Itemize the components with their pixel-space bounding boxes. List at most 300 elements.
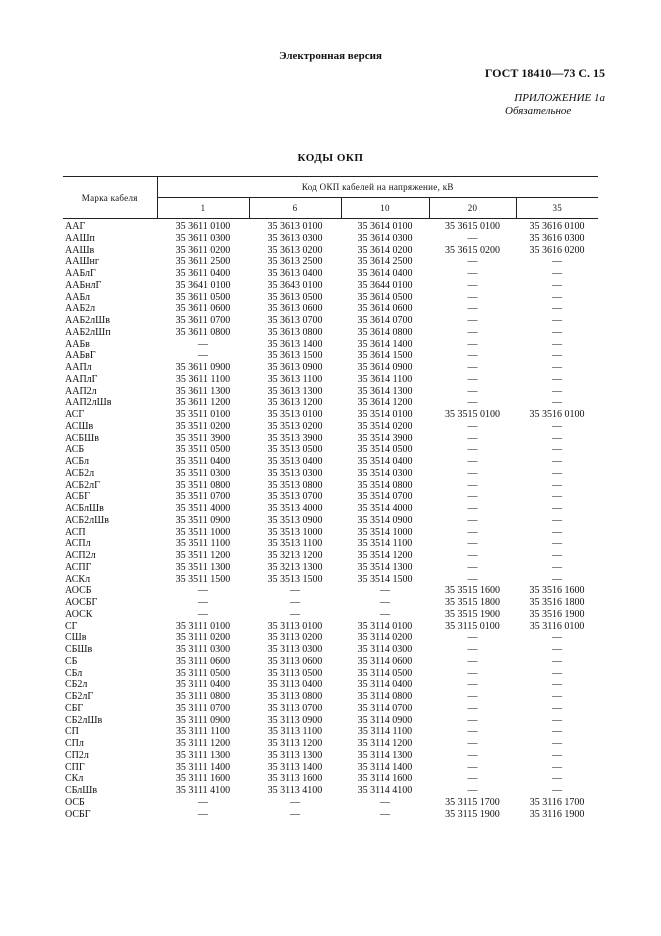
code-35kv-cell: — xyxy=(552,573,563,585)
code-6kv-cell: 35 3613 0900 xyxy=(267,362,323,373)
code-6kv-cell: 35 3113 1400 xyxy=(267,761,323,773)
code-10kv-cell: 35 3514 0300 xyxy=(357,467,413,479)
code-1kv-cell: 35 3611 1100 xyxy=(175,373,231,385)
table-row xyxy=(63,280,598,292)
code-20kv-cell: — xyxy=(467,397,478,409)
code-1kv-cell: 35 3511 3900 xyxy=(175,432,231,444)
cable-brand-cell: АСБШв xyxy=(65,432,99,444)
code-20kv-cell: — xyxy=(467,491,478,503)
table-row xyxy=(63,433,598,445)
table-row xyxy=(63,315,598,327)
code-35kv-cell: — xyxy=(552,315,563,326)
code-6kv-cell: 35 3613 0500 xyxy=(267,291,323,303)
code-20kv-cell: 35 3515 0100 xyxy=(445,409,500,420)
code-35kv-cell: — xyxy=(552,503,563,514)
cable-brand-cell: СБГ xyxy=(65,702,84,714)
code-20kv-cell: — xyxy=(467,514,478,526)
code-6kv-cell: 35 3113 0900 xyxy=(267,714,323,726)
code-20kv-cell: 35 3515 1900 xyxy=(445,608,500,620)
code-35kv-cell: — xyxy=(552,632,563,644)
code-20kv-cell: 35 3115 0100 xyxy=(445,620,500,632)
code-35kv-cell: — xyxy=(552,350,563,362)
code-1kv-cell: — xyxy=(198,350,208,362)
code-1kv-cell: 35 3511 0300 xyxy=(175,467,231,479)
code-10kv-cell: 35 3114 4100 xyxy=(357,785,413,796)
cable-brand-cell: ААБл xyxy=(65,291,91,303)
code-10kv-cell: 35 3514 4000 xyxy=(357,503,413,514)
code-20kv-cell: — xyxy=(467,538,478,550)
code-35kv-cell: — xyxy=(552,385,563,397)
code-35kv-cell: 35 3516 0100 xyxy=(529,409,585,420)
table-row xyxy=(63,585,598,597)
code-1kv-cell: 35 3111 4100 xyxy=(175,785,231,796)
code-1kv-cell: — xyxy=(198,338,208,350)
code-1kv-cell: 35 3111 1200 xyxy=(175,738,231,749)
code-1kv-cell: — xyxy=(198,597,208,608)
code-35kv-cell: 35 3616 0300 xyxy=(529,232,585,244)
table-row xyxy=(63,374,598,386)
code-35kv-cell: — xyxy=(552,397,563,409)
code-35kv-cell: — xyxy=(552,667,563,679)
table-row xyxy=(63,219,598,233)
code-35kv-cell: — xyxy=(552,362,563,373)
code-10kv-cell: 35 3514 0100 xyxy=(357,409,413,420)
table-row xyxy=(63,726,598,738)
cable-brand-cell: СБШв xyxy=(65,644,93,655)
code-35kv-cell: — xyxy=(552,456,563,467)
code-20kv-cell: — xyxy=(467,702,478,714)
code-10kv-cell: 35 3614 1100 xyxy=(357,373,413,385)
table-row xyxy=(63,621,598,633)
code-6kv-cell: 35 3113 0300 xyxy=(267,644,323,655)
code-35kv-cell: — xyxy=(552,467,563,479)
code-10kv-cell: 35 3514 3900 xyxy=(357,432,413,444)
cable-brand-cell: СБ2л xyxy=(65,679,88,691)
code-10kv-cell: 35 3614 0700 xyxy=(357,315,413,326)
code-20kv-cell: — xyxy=(467,785,478,796)
cable-brand-cell: АСБ xyxy=(65,444,85,456)
table-row xyxy=(63,656,598,668)
code-35kv-cell: — xyxy=(552,303,563,315)
code-6kv-cell: 35 3613 0300 xyxy=(267,232,323,244)
voltage-header-35kv: 35 xyxy=(516,198,598,219)
table-row xyxy=(63,738,598,750)
cable-brand-cell: ААБв xyxy=(65,338,90,350)
table-row xyxy=(63,562,598,574)
code-35kv-cell: — xyxy=(552,432,563,444)
code-10kv-cell: 35 3114 0200 xyxy=(357,632,413,644)
table-row xyxy=(63,609,598,621)
code-20kv-cell: — xyxy=(467,350,478,362)
cable-brand-cell: АСП2л xyxy=(65,550,96,561)
code-1kv-cell: 35 3511 4000 xyxy=(175,503,231,514)
cable-brand-cell: АСБ2л xyxy=(65,467,95,479)
table-row xyxy=(63,527,598,539)
cable-brand-cell: АОСБ xyxy=(65,585,92,597)
code-10kv-cell: — xyxy=(380,808,390,820)
cable-brand-cell: СП xyxy=(65,726,79,738)
code-20kv-cell: — xyxy=(467,691,478,702)
cable-brand-cell: СПГ xyxy=(65,761,85,773)
table-row xyxy=(63,644,598,656)
code-20kv-cell: — xyxy=(467,667,478,679)
code-35kv-cell: — xyxy=(552,373,563,385)
table-row xyxy=(63,703,598,715)
code-35kv-cell: — xyxy=(552,279,563,291)
mandatory-label: Обязательное xyxy=(505,105,572,117)
code-6kv-cell: 35 3513 3900 xyxy=(267,432,323,444)
code-6kv-cell: 35 3513 0800 xyxy=(267,479,323,491)
code-20kv-cell: — xyxy=(467,526,478,538)
code-35kv-cell: — xyxy=(552,550,563,561)
table-row xyxy=(63,480,598,492)
table-row xyxy=(63,491,598,503)
code-6kv-cell: 35 3113 1300 xyxy=(267,749,323,761)
code-6kv-cell: — xyxy=(290,585,300,597)
code-20kv-cell: — xyxy=(467,644,478,655)
code-20kv-cell: — xyxy=(467,232,478,244)
code-35kv-cell: — xyxy=(552,526,563,538)
code-6kv-cell: 35 3213 1300 xyxy=(267,561,323,573)
code-20kv-cell: — xyxy=(467,561,478,573)
code-6kv-cell: 35 3613 0400 xyxy=(267,268,323,279)
cable-brand-cell: ААБ2лШв xyxy=(65,315,110,326)
code-6kv-cell: — xyxy=(290,808,300,820)
cable-brand-cell: АСБГ xyxy=(65,491,90,503)
cable-brand-cell: ААБвГ xyxy=(65,350,96,362)
cable-brand-cell: АСКл xyxy=(65,573,91,585)
code-6kv-cell: 35 3613 1400 xyxy=(267,338,323,350)
code-1kv-cell: — xyxy=(198,585,208,597)
code-1kv-cell: — xyxy=(198,608,208,620)
cable-brand-cell: СБ xyxy=(65,655,78,667)
code-35kv-cell: — xyxy=(552,479,563,491)
code-1kv-cell: — xyxy=(198,808,208,820)
code-20kv-cell: — xyxy=(467,279,478,291)
code-6kv-cell: 35 3113 0700 xyxy=(267,702,323,714)
table-row xyxy=(63,597,598,609)
voltage-header-10kv: 10 xyxy=(341,198,429,219)
cable-brand-cell: АОСК xyxy=(65,608,93,620)
code-35kv-cell: — xyxy=(552,268,563,279)
code-6kv-cell: 35 3513 1500 xyxy=(267,573,323,585)
code-1kv-cell: 35 3111 0900 xyxy=(175,714,231,726)
cable-brand-cell: ААБлГ xyxy=(65,268,96,279)
codes-table-body xyxy=(63,219,598,821)
code-6kv-cell: — xyxy=(290,796,300,808)
code-20kv-cell: — xyxy=(467,420,478,432)
code-1kv-cell: 35 3111 1400 xyxy=(175,761,231,773)
table-row xyxy=(63,538,598,550)
code-20kv-cell: — xyxy=(467,338,478,350)
code-6kv-cell: 35 3213 1200 xyxy=(267,550,323,561)
code-10kv-cell: 35 3514 0500 xyxy=(357,444,413,456)
cable-brand-cell: АСПГ xyxy=(65,561,92,573)
code-10kv-cell: 35 3614 0800 xyxy=(357,326,413,338)
table-row xyxy=(63,268,598,280)
code-10kv-cell: 35 3114 1100 xyxy=(357,726,413,738)
code-1kv-cell: 35 3111 0600 xyxy=(175,655,231,667)
code-10kv-cell: 35 3614 1500 xyxy=(357,350,413,362)
cable-brand-cell: ААБ2л xyxy=(65,303,96,315)
cable-brand-cell: СПл xyxy=(65,738,84,749)
code-35kv-cell: — xyxy=(552,291,563,303)
code-1kv-cell: 35 3111 0800 xyxy=(175,691,231,702)
code-20kv-cell: — xyxy=(467,632,478,644)
code-10kv-cell: 35 3614 0500 xyxy=(357,291,413,303)
voltage-header-20kv: 20 xyxy=(429,198,516,219)
code-10kv-cell: 35 3514 1300 xyxy=(357,561,413,573)
table-row xyxy=(63,632,598,644)
code-20kv-cell: — xyxy=(467,749,478,761)
cable-brand-cell: АСШв xyxy=(65,420,94,432)
cable-brand-cell: ААБнлГ xyxy=(65,279,102,291)
code-1kv-cell: 35 3611 0500 xyxy=(175,291,231,303)
table-row xyxy=(63,715,598,727)
code-10kv-cell: 35 3114 0300 xyxy=(357,644,413,655)
code-20kv-cell: 35 3515 1600 xyxy=(445,585,500,597)
gost-page-reference: ГОСТ 18410—73 С. 15 xyxy=(484,66,605,80)
cable-brand-cell: СБл xyxy=(65,667,83,679)
code-1kv-cell: 35 3511 1500 xyxy=(175,573,231,585)
code-10kv-cell: 35 3514 1200 xyxy=(357,550,413,561)
cable-brand-cell: СБлШв xyxy=(65,785,98,796)
table-row xyxy=(63,256,598,268)
code-35kv-cell: — xyxy=(552,561,563,573)
code-6kv-cell: 35 3113 1100 xyxy=(267,726,323,738)
code-10kv-cell: 35 3614 1300 xyxy=(357,385,413,397)
code-6kv-cell: 35 3513 0300 xyxy=(267,467,323,479)
code-20kv-cell: — xyxy=(467,479,478,491)
code-6kv-cell: 35 3113 0200 xyxy=(267,632,323,644)
cable-brand-cell: АСГ xyxy=(65,409,85,420)
code-1kv-cell: — xyxy=(198,796,208,808)
table-row xyxy=(63,691,598,703)
cable-brand-cell: ААШнг xyxy=(65,256,99,268)
code-35kv-cell: 35 3116 0100 xyxy=(529,620,585,632)
code-10kv-cell: 35 3514 0900 xyxy=(357,514,413,526)
code-35kv-cell: — xyxy=(552,491,563,503)
code-10kv-cell: 35 3614 1200 xyxy=(357,397,413,409)
code-1kv-cell: 35 3611 2500 xyxy=(175,256,231,268)
brand-column-header: Марка кабеля xyxy=(63,177,157,219)
code-1kv-cell: 35 3611 0100 xyxy=(175,221,231,232)
code-6kv-cell: 35 3513 0200 xyxy=(267,420,323,432)
code-20kv-cell: — xyxy=(467,738,478,749)
cable-brand-cell: ОСБ xyxy=(65,796,85,808)
cable-brand-cell: ААПлГ xyxy=(65,373,98,385)
code-1kv-cell: 35 3511 1000 xyxy=(175,526,231,538)
cable-brand-cell: СБ2лШв xyxy=(65,714,103,726)
code-10kv-cell: — xyxy=(380,796,390,808)
voltage-header-1kv: 1 xyxy=(157,198,249,219)
table-row xyxy=(63,773,598,785)
code-6kv-cell: 35 3613 0800 xyxy=(267,326,323,338)
code-6kv-cell: — xyxy=(290,608,300,620)
code-20kv-cell: — xyxy=(467,714,478,726)
code-20kv-cell: — xyxy=(467,268,478,279)
code-35kv-cell: — xyxy=(552,444,563,456)
appendix-label: ПРИЛОЖЕНИЕ 1а xyxy=(514,92,605,104)
cable-brand-cell: ААП2лШв xyxy=(65,397,112,409)
table-row xyxy=(63,679,598,691)
code-35kv-cell: — xyxy=(552,256,563,268)
code-35kv-cell: — xyxy=(552,538,563,550)
table-row xyxy=(63,409,598,421)
code-6kv-cell: 35 3113 0400 xyxy=(267,679,323,691)
table-row xyxy=(63,468,598,480)
code-1kv-cell: 35 3111 0400 xyxy=(175,679,231,691)
code-1kv-cell: 35 3111 1300 xyxy=(175,749,231,761)
cable-brand-cell: ААПл xyxy=(65,362,92,373)
code-35kv-cell: 35 3516 1800 xyxy=(529,597,585,608)
code-6kv-cell: 35 3513 0100 xyxy=(267,409,323,420)
code-35kv-cell: — xyxy=(552,655,563,667)
code-35kv-cell: — xyxy=(552,420,563,432)
table-row xyxy=(63,386,598,398)
code-10kv-cell: 35 3514 1100 xyxy=(357,538,413,550)
code-6kv-cell: 35 3613 0600 xyxy=(267,303,323,315)
code-10kv-cell: 35 3614 0300 xyxy=(357,232,413,244)
code-10kv-cell: 35 3514 1500 xyxy=(357,573,413,585)
code-1kv-cell: 35 3111 1600 xyxy=(175,773,231,785)
code-10kv-cell: 35 3514 1000 xyxy=(357,526,413,538)
code-20kv-cell: — xyxy=(467,761,478,773)
code-1kv-cell: 35 3611 0700 xyxy=(175,315,231,326)
code-20kv-cell: — xyxy=(467,373,478,385)
code-35kv-cell: — xyxy=(552,326,563,338)
table-row xyxy=(63,750,598,762)
code-6kv-cell: 35 3113 0500 xyxy=(267,667,323,679)
cable-brand-cell: АСПл xyxy=(65,538,91,550)
code-35kv-cell: — xyxy=(552,761,563,773)
code-20kv-cell: — xyxy=(467,456,478,467)
code-20kv-cell: — xyxy=(467,573,478,585)
cable-brand-cell: АСБ2лШв xyxy=(65,514,109,526)
code-35kv-cell: 35 3116 1700 xyxy=(529,796,585,808)
code-35kv-cell: 35 3516 1900 xyxy=(529,608,585,620)
code-35kv-cell: — xyxy=(552,714,563,726)
table-row xyxy=(63,350,598,362)
table-row xyxy=(63,421,598,433)
cable-brand-cell: СГ xyxy=(65,620,78,632)
code-1kv-cell: 35 3511 1100 xyxy=(175,538,231,550)
code-10kv-cell: 35 3114 0800 xyxy=(357,691,413,702)
code-6kv-cell: 35 3513 0400 xyxy=(267,456,323,467)
code-10kv-cell: 35 3614 2500 xyxy=(357,256,413,268)
code-1kv-cell: 35 3511 0200 xyxy=(175,420,231,432)
code-10kv-cell: 35 3514 0200 xyxy=(357,420,413,432)
code-10kv-cell: 35 3114 0700 xyxy=(357,702,413,714)
code-10kv-cell: 35 3514 0700 xyxy=(357,491,413,503)
code-10kv-cell: — xyxy=(380,585,390,597)
code-20kv-cell: — xyxy=(467,315,478,326)
code-35kv-cell: 35 3616 0100 xyxy=(529,221,585,232)
code-1kv-cell: 35 3611 0300 xyxy=(175,232,231,244)
code-1kv-cell: 35 3511 1300 xyxy=(175,561,231,573)
table-row xyxy=(63,503,598,515)
code-35kv-cell: — xyxy=(552,749,563,761)
code-35kv-cell: — xyxy=(552,785,563,796)
code-6kv-cell: 35 3613 1200 xyxy=(267,397,323,409)
code-1kv-cell: 35 3611 1200 xyxy=(175,397,231,409)
code-1kv-cell: 35 3511 0900 xyxy=(175,514,231,526)
code-1kv-cell: 35 3111 1100 xyxy=(176,726,230,738)
table-row xyxy=(63,515,598,527)
code-20kv-cell: 35 3615 0200 xyxy=(445,244,500,256)
code-20kv-cell: — xyxy=(467,303,478,315)
table-row xyxy=(63,245,598,257)
code-10kv-cell: 35 3114 1400 xyxy=(357,761,413,773)
code-10kv-cell: 35 3114 1600 xyxy=(357,773,413,785)
code-1kv-cell: 35 3111 0200 xyxy=(175,632,231,644)
code-1kv-cell: 35 3111 0700 xyxy=(175,702,231,714)
table-row xyxy=(63,785,598,797)
code-20kv-cell: — xyxy=(467,326,478,338)
code-20kv-cell: 35 3115 1900 xyxy=(445,808,500,820)
code-10kv-cell: 35 3114 0100 xyxy=(357,620,413,632)
code-35kv-cell: — xyxy=(552,691,563,702)
code-10kv-cell: 35 3614 0400 xyxy=(357,268,413,279)
code-1kv-cell: 35 3611 1300 xyxy=(175,385,231,397)
cable-brand-cell: СБ2лГ xyxy=(65,691,94,702)
code-10kv-cell: 35 3114 1200 xyxy=(357,738,413,749)
cable-brand-cell: ААШп xyxy=(65,232,95,244)
voltage-group-header: Код ОКП кабелей на напряжение, кВ xyxy=(157,177,598,198)
code-35kv-cell: — xyxy=(552,679,563,691)
code-10kv-cell: — xyxy=(380,608,390,620)
code-20kv-cell: — xyxy=(467,503,478,514)
code-10kv-cell: 35 3614 1400 xyxy=(357,338,413,350)
table-row xyxy=(63,574,598,586)
cable-brand-cell: СШв xyxy=(65,632,87,644)
code-6kv-cell: 35 3113 1600 xyxy=(267,773,323,785)
table-row xyxy=(63,444,598,456)
code-20kv-cell: — xyxy=(467,679,478,691)
code-35kv-cell: 35 3116 1900 xyxy=(529,808,585,820)
cable-brand-cell: ААБ2лШп xyxy=(65,326,111,338)
cable-brand-cell: АСБлШв xyxy=(65,503,104,514)
table-row xyxy=(63,362,598,374)
code-20kv-cell: — xyxy=(467,362,478,373)
code-1kv-cell: 35 3111 0500 xyxy=(175,667,231,679)
code-1kv-cell: 35 3641 0100 xyxy=(175,279,231,291)
table-row xyxy=(63,397,598,409)
code-10kv-cell: 35 3614 0600 xyxy=(357,303,413,315)
table-row xyxy=(63,797,598,809)
code-6kv-cell: 35 3513 1100 xyxy=(267,538,323,550)
code-35kv-cell: 35 3616 0200 xyxy=(529,244,585,256)
table-row xyxy=(63,668,598,680)
code-10kv-cell: 35 3114 0600 xyxy=(357,655,413,667)
code-1kv-cell: 35 3511 0700 xyxy=(175,491,231,503)
table-row xyxy=(63,339,598,351)
code-20kv-cell: — xyxy=(467,256,478,268)
code-10kv-cell: 35 3114 1300 xyxy=(357,749,413,761)
code-1kv-cell: 35 3611 0400 xyxy=(175,268,231,279)
code-1kv-cell: 35 3611 0900 xyxy=(175,362,231,373)
code-6kv-cell: 35 3113 0800 xyxy=(267,691,323,702)
cable-brand-cell: ААГ xyxy=(65,221,86,232)
code-6kv-cell: 35 3113 0100 xyxy=(267,620,323,632)
code-6kv-cell: 35 3613 0700 xyxy=(267,315,323,326)
code-20kv-cell: — xyxy=(467,773,478,785)
cable-brand-cell: АОСБГ xyxy=(65,597,98,608)
cable-brand-cell: АСБ2лГ xyxy=(65,479,100,491)
electronic-version-label: Электронная версия xyxy=(279,50,382,62)
code-20kv-cell: — xyxy=(467,432,478,444)
page-title: КОДЫ ОКП xyxy=(297,152,364,164)
